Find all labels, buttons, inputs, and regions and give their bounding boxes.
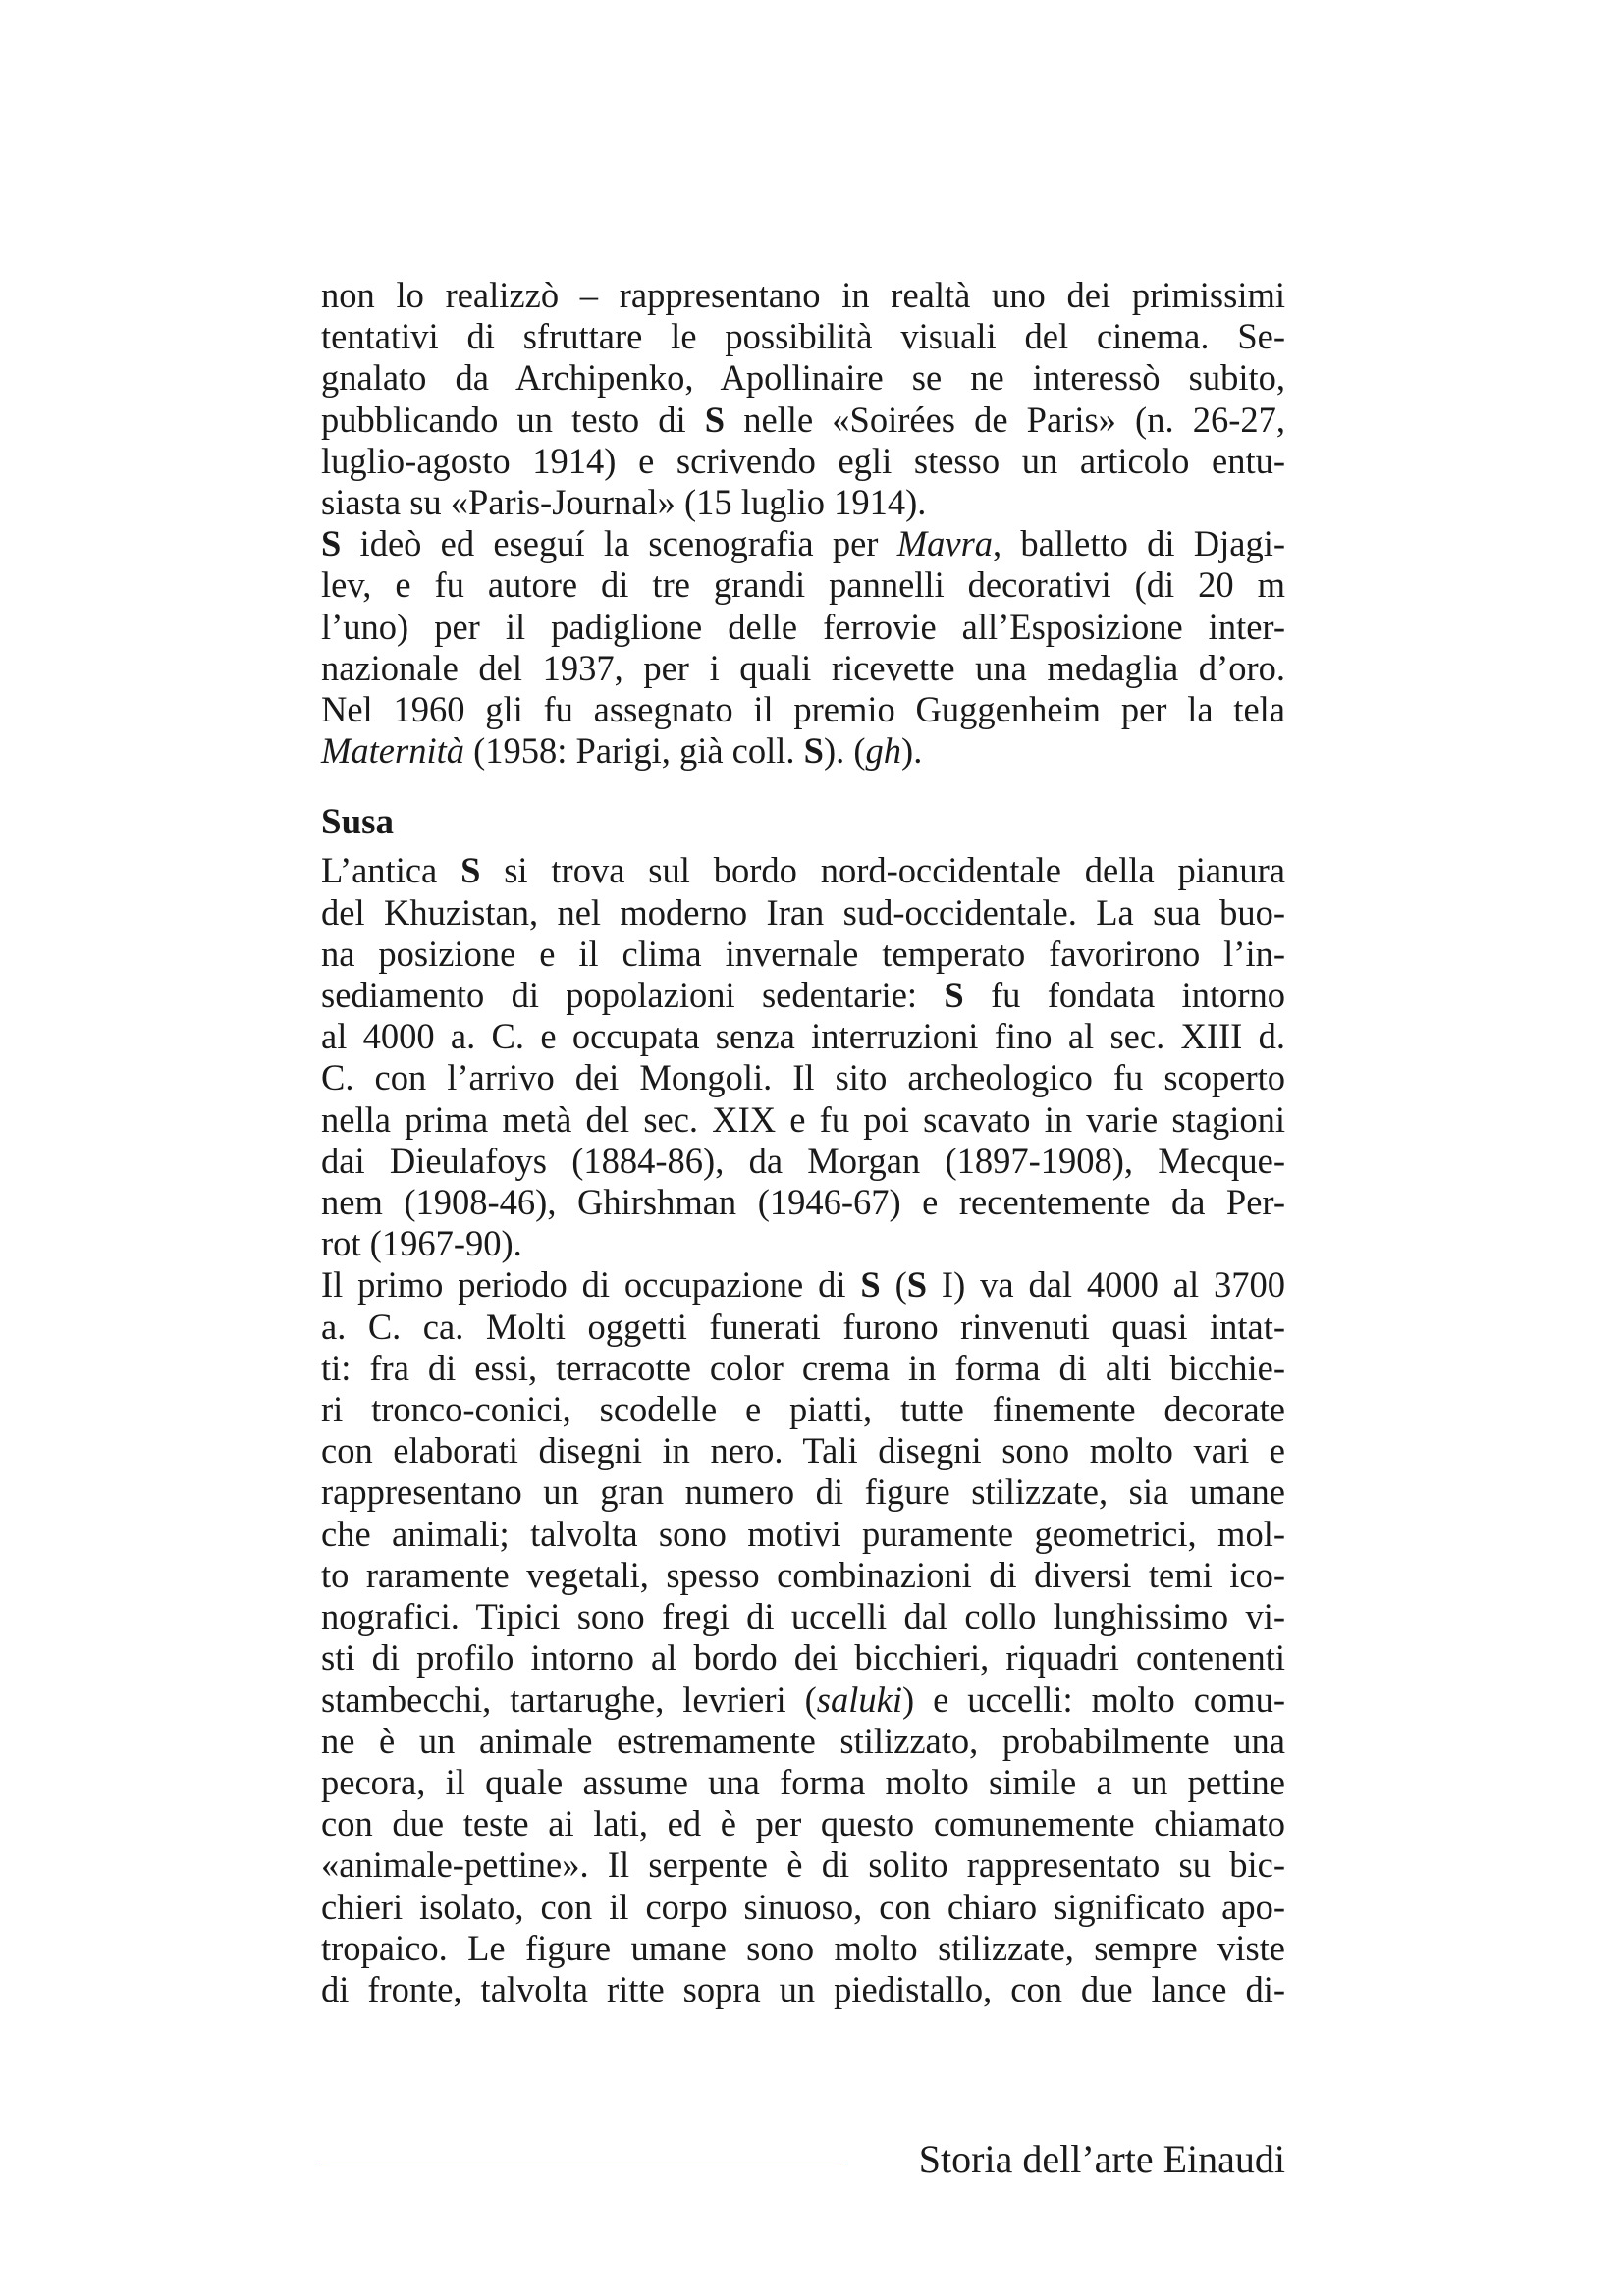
- text-line: [321, 730, 1285, 772]
- text-line: luglio-agosto 1914) e scrivendo egli stesso un articolo entu-: [321, 440, 1285, 481]
- text-line: ti: fra di essi, terracotte color crema in forma di alti bicchie-: [321, 1347, 1285, 1388]
- italic-term: saluki: [816, 1679, 902, 1720]
- text-line: [321, 1264, 1285, 1306]
- text-line: sti di profilo intorno al bordo dei bicchieri, riquadri contenenti: [321, 1637, 1285, 1679]
- text-line: «animale-pettine». Il serpente è di solito rappresentato su bic-: [321, 1844, 1285, 1886]
- text-run: nelle «Soirées de Paris» (n. 26-27,: [725, 399, 1285, 440]
- text-run: I) va dal 4000 al 3700: [927, 1264, 1285, 1306]
- author-initials: gh: [865, 730, 902, 772]
- text-run: ideò ed eseguí la scenografia per: [341, 523, 897, 564]
- text-line: nografici. Tipici sono fregi di uccelli dal collo lunghissimo vi-: [321, 1596, 1285, 1637]
- paragraph-intro: [321, 275, 1285, 523]
- text-run: L’antica: [321, 850, 461, 891]
- text-line: del Khuzistan, nel moderno Iran sud-occidentale. La sua buo-: [321, 891, 1285, 933]
- text-line: con elaborati disegni in nero. Tali disegni sono molto vari e: [321, 1430, 1285, 1471]
- text-run: ). (: [823, 730, 866, 772]
- text-line: Nel 1960 gli fu assegnato il premio Guggenheim per la tela: [321, 689, 1285, 730]
- text-run: sediamento di popolazioni sedentarie:: [321, 975, 945, 1016]
- text-run: ).: [901, 730, 923, 772]
- text-line: di fronte, talvolta ritte sopra un piedistallo, con due lance di-: [321, 1968, 1285, 2009]
- text-line: [321, 523, 1285, 564]
- text-line: dai Dieulafoys (1884-86), da Morgan (1897-1908), Mecque-: [321, 1140, 1285, 1181]
- text-line: pecora, il quale assume una forma molto simile a un pettine: [321, 1761, 1285, 1802]
- text-line: tentativi di sfruttare le possibilità visuali del cinema. Se-: [321, 316, 1285, 357]
- text-line: chieri isolato, con il corpo sinuoso, con chiaro significato apo-: [321, 1886, 1285, 1927]
- text-run: pubblicando un testo di: [321, 399, 705, 440]
- page-body: [321, 275, 1285, 2010]
- text-line: to raramente vegetali, spesso combinazioni di diversi temi ico-: [321, 1554, 1285, 1595]
- work-title: Maternità: [321, 730, 464, 772]
- text-line: C. con l’arrivo dei Mongoli. Il sito archeologico fu scoperto: [321, 1057, 1285, 1098]
- text-line: ri tronco-conici, scodelle e piatti, tutte finemente decorate: [321, 1389, 1285, 1430]
- abbrev-s: S: [906, 1264, 928, 1306]
- paragraph-scenography: [321, 523, 1285, 772]
- work-title: Mavra: [896, 523, 994, 564]
- text-line: ne è un animale estremamente stilizzato, probabilmente una: [321, 1720, 1285, 1761]
- abbrev-s: S: [803, 730, 824, 772]
- paragraph-susa-period-one: [321, 1264, 1285, 2010]
- text-line: [321, 1680, 1285, 1721]
- text-run: fu fondata intorno: [963, 975, 1285, 1016]
- text-line: [321, 400, 1285, 441]
- text-line: gnalato da Archipenko, Apollinaire se ne interessò subito,: [321, 357, 1285, 399]
- abbrev-s: S: [860, 1264, 881, 1306]
- text-line: na posizione e il clima invernale temperato favorirono l’in-: [321, 933, 1285, 974]
- text-line: con due teste ai lati, ed è per questo comunemente chiamato: [321, 1803, 1285, 1844]
- text-line: che animali; talvolta sono motivi puramente geometrici, mol-: [321, 1513, 1285, 1554]
- text-line: nazionale del 1937, per i quali ricevette una medaglia d’oro.: [321, 647, 1285, 688]
- abbrev-s: S: [944, 975, 964, 1016]
- text-run: si trova sul bordo nord-occidentale della pianura: [480, 850, 1285, 891]
- text-line: siasta su «Paris-Journal» (15 luglio 1914).: [321, 482, 927, 523]
- abbrev-s: S: [460, 850, 481, 891]
- text-line: l’uno) per il padiglione delle ferrovie all’Esposizione inter-: [321, 606, 1285, 647]
- text-run: Il primo periodo di occupazione di: [321, 1264, 861, 1306]
- text-line: nella prima metà del sec. XIX e fu poi scavato in varie stagioni: [321, 1098, 1285, 1140]
- text-line: [321, 975, 1285, 1016]
- text-line: nem (1908-46), Ghirshman (1946-67) e recentemente da Per-: [321, 1182, 1285, 1223]
- text-line: al 4000 a. C. e occupata senza interruzioni fino al sec. XIII d.: [321, 1016, 1285, 1057]
- paragraph-susa-location: [321, 850, 1285, 1264]
- entry-heading: Susa: [321, 802, 395, 843]
- text-run: (: [880, 1264, 907, 1306]
- text-run: ) e uccelli: molto comu-: [901, 1679, 1285, 1720]
- text-run: stambecchi, tartarughe, levrieri (: [321, 1679, 817, 1720]
- abbrev-s: S: [321, 523, 342, 564]
- text-line: lev, e fu autore di tre grandi pannelli decorativi (di 20 m: [321, 564, 1285, 606]
- footer-book-title: Storia dell’arte Einaudi: [918, 2137, 1285, 2181]
- text-line: rot (1967-90).: [321, 1223, 522, 1264]
- text-line: a. C. ca. Molti oggetti funerati furono rinvenuti quasi intat-: [321, 1306, 1285, 1347]
- text-line: rappresentano un gran numero di figure stilizzate, sia umane: [321, 1471, 1285, 1513]
- text-run: (1958: Parigi, già coll.: [463, 730, 804, 772]
- abbrev-s: S: [704, 399, 726, 440]
- text-line: non lo realizzò – rappresentano in realtà uno dei primissimi: [321, 275, 1285, 315]
- text-line: tropaico. Le figure umane sono molto stilizzate, sempre viste: [321, 1927, 1285, 1968]
- text-line: [321, 850, 1285, 891]
- text-run: , balletto di Djagi-: [993, 523, 1285, 564]
